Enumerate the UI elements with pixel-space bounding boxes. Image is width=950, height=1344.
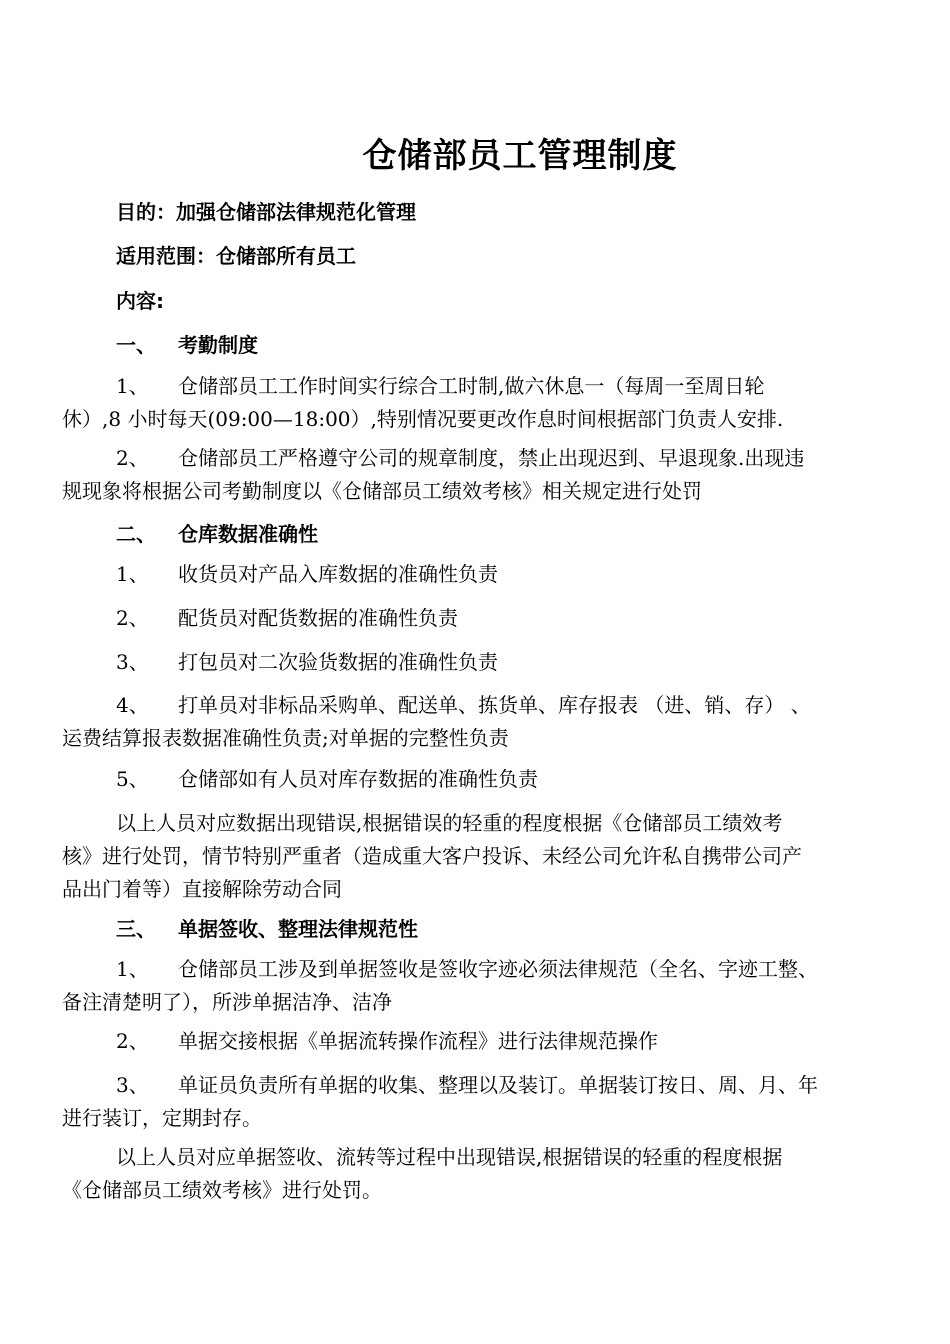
list-item <box>62 689 892 755</box>
section-heading-3 <box>116 913 418 942</box>
item-number: 2、 <box>116 606 149 630</box>
list-item <box>62 1069 892 1135</box>
summary-paragraph <box>62 807 892 906</box>
item-text: 仓储部员工涉及到单据签收是签收字迹必须法律规范（全名、字迹工整、 <box>178 957 818 981</box>
list-item <box>62 370 892 436</box>
scope-line: 适用范围：仓储部所有员工 <box>116 244 356 268</box>
item-number: 5、 <box>116 767 149 791</box>
item-text: 打包员对二次验货数据的准确性负责 <box>178 650 498 674</box>
document-title: 仓储部员工管理制度 <box>362 136 678 176</box>
summary-line: 以上人员对应单据签收、流转等过程中出现错误,根据错误的轻重的程度根据 <box>116 1145 783 1169</box>
item-number: 1、 <box>116 374 149 398</box>
item-text: 单证员负责所有单据的收集、整理以及装订。单据装订按日、周、月、年 <box>178 1073 818 1097</box>
item-number: 3、 <box>116 1073 149 1097</box>
item-text: 打单员对非标品采购单、配送单、拣货单、库存报表 （进、销、存） 、 <box>178 693 811 717</box>
section-heading-2 <box>116 518 318 547</box>
item-text-cont: 规现象将根据公司考勤制度以《仓储部员工绩效考核》相关规定进行处罚 <box>62 479 702 503</box>
summary-paragraph <box>62 1141 892 1207</box>
section-heading-1 <box>116 329 258 358</box>
item-text-cont: 备注清楚明了），所涉单据洁净、洁净 <box>62 990 392 1014</box>
item-number: 2、 <box>116 1029 149 1053</box>
item-text: 仓储部如有人员对库存数据的准确性负责 <box>178 767 538 791</box>
list-item <box>62 602 892 635</box>
list-item <box>62 442 892 508</box>
item-text: 配货员对配货数据的准确性负责 <box>178 606 458 630</box>
item-text: 收货员对产品入库数据的准确性负责 <box>178 562 498 586</box>
item-number: 3、 <box>116 650 149 674</box>
section-title: 仓库数据准确性 <box>178 522 318 546</box>
section-number: 二、 <box>116 522 156 546</box>
summary-line: 核》进行处罚，情节特别严重者（造成重大客户投诉、未经公司允许私自携带公司产 <box>62 844 802 868</box>
item-number: 4、 <box>116 693 149 717</box>
item-text-cont: 运费结算报表数据准确性负责;对单据的完整性负责 <box>62 726 509 750</box>
item-text: 仓储部员工严格遵守公司的规章制度，禁止出现迟到、早退现象.出现违 <box>178 446 805 470</box>
item-text-cont: 休）,8 小时每天(09:00—18:00）,特别情况要更改作息时间根据部门负责人安排. <box>62 407 784 431</box>
section-number: 一、 <box>116 333 156 357</box>
list-item <box>62 558 892 591</box>
item-text-cont: 进行装订，定期封存。 <box>62 1106 262 1130</box>
list-item <box>62 646 892 679</box>
purpose-line: 目的：加强仓储部法律规范化管理 <box>116 200 416 224</box>
content-label: 内容: <box>116 289 164 313</box>
item-text: 单据交接根据《单据流转操作流程》进行法律规范操作 <box>178 1029 658 1053</box>
summary-line: 以上人员对应数据出现错误,根据错误的轻重的程度根据《仓储部员工绩效考 <box>116 811 783 835</box>
list-item <box>62 763 892 796</box>
section-title: 单据签收、整理法律规范性 <box>178 917 418 941</box>
item-number: 1、 <box>116 957 149 981</box>
section-number: 三、 <box>116 917 156 941</box>
summary-line: 品出门着等）直接解除劳动合同 <box>62 877 342 901</box>
item-number: 1、 <box>116 562 149 586</box>
item-text: 仓储部员工工作时间实行综合工时制,做六休息一（每周一至周日轮 <box>178 374 765 398</box>
section-title: 考勤制度 <box>178 333 258 357</box>
list-item <box>62 953 892 1019</box>
summary-line: 《仓储部员工绩效考核》进行处罚。 <box>62 1178 382 1202</box>
item-number: 2、 <box>116 446 149 470</box>
list-item <box>62 1025 892 1058</box>
